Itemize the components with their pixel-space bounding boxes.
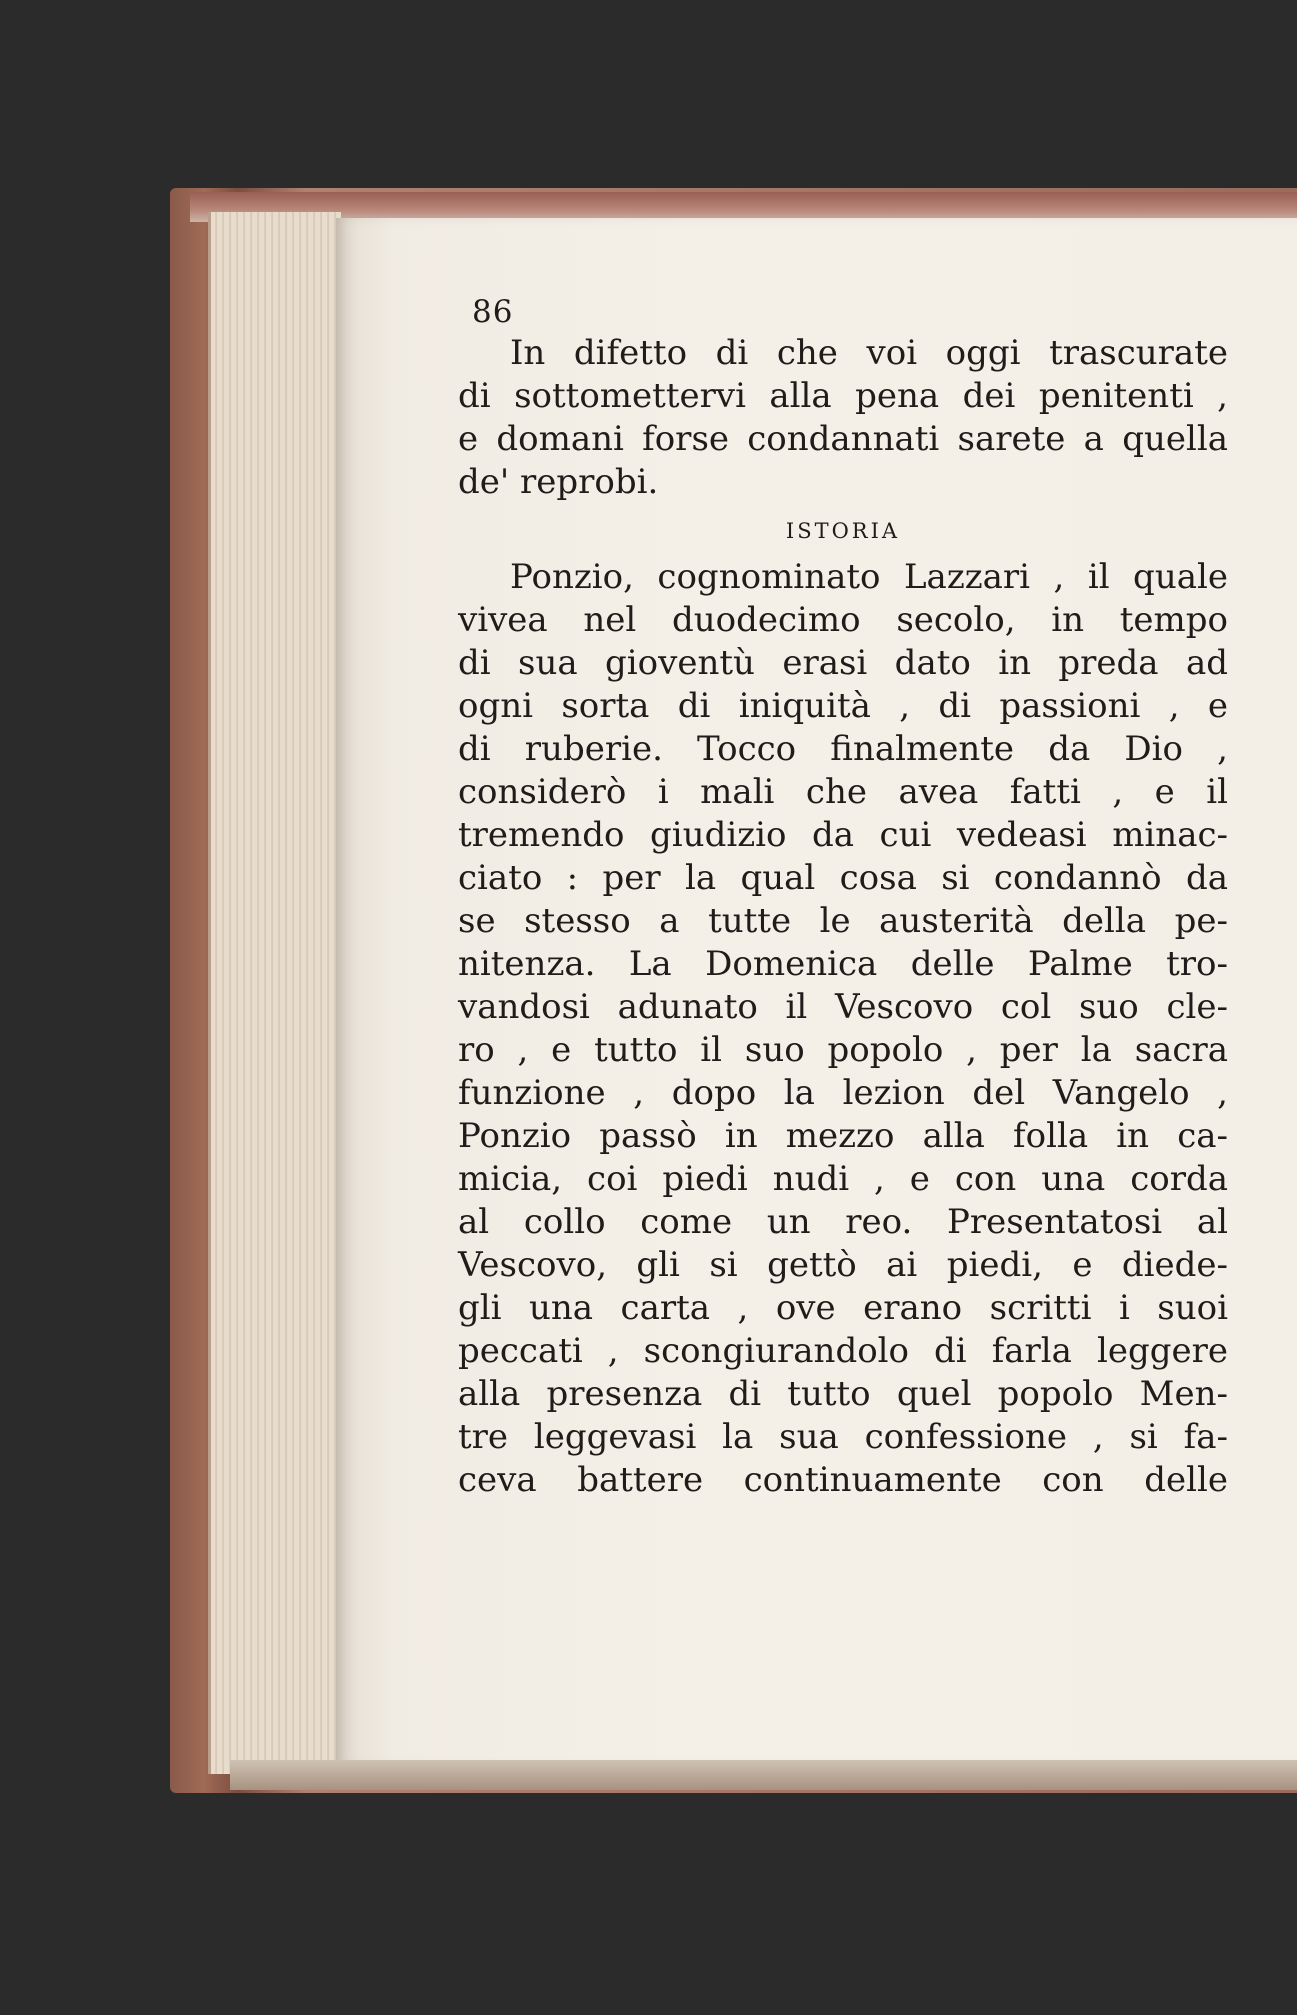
- text-line: de' reprobi.: [458, 462, 659, 502]
- page-text: [458, 292, 1228, 1502]
- text-line: micia, coi piedi nudi , e con una corda: [458, 1159, 1228, 1199]
- text-line: tre leggevasi la sua confessione , si fa-: [458, 1417, 1228, 1457]
- text-line: ogni sorta di iniquità , di passioni , e: [458, 686, 1228, 726]
- text-line: peccati , scongiurandolo di farla leggere: [458, 1331, 1228, 1371]
- text-line: alla presenza di tutto quel popolo Men-: [458, 1374, 1228, 1414]
- text-line: nitenza. La Domenica delle Palme tro-: [458, 944, 1228, 984]
- page-bottom-edge: [230, 1760, 1297, 1790]
- text-line: tremendo giudizio da cui vedeasi minac-: [458, 815, 1228, 855]
- section-heading: ISTORIA: [785, 519, 901, 543]
- text-line: Vescovo, gli si gettò ai piedi, e diede-: [458, 1245, 1228, 1285]
- text-line: di sua gioventù erasi dato in preda ad: [458, 643, 1228, 683]
- text-line: gli una carta , ove erano scritti i suoi: [458, 1288, 1228, 1328]
- text-line: funzione , dopo la lezion del Vangelo ,: [458, 1073, 1228, 1113]
- text-line: al collo come un reo. Presentatosi al: [458, 1202, 1228, 1242]
- page-edges-stack: [208, 212, 341, 1774]
- text-line: ciato : per la qual cosa si condannò da: [458, 858, 1228, 898]
- text-line: ro , e tutto il suo popolo , per la sacra: [458, 1030, 1228, 1070]
- text-line: ceva battere continuamente con delle: [458, 1460, 1228, 1500]
- text-line: di ruberie. Tocco finalmente da Dio ,: [458, 729, 1228, 769]
- text-line: Ponzio passò in mezzo alla folla in ca-: [458, 1116, 1228, 1156]
- text-line: vandosi adunato il Vescovo col suo cle-: [458, 987, 1228, 1027]
- text-line: di sottomettervi alla pena dei penitenti ,: [458, 376, 1228, 416]
- text-line: considerò i mali che avea fatti , e il: [458, 772, 1228, 812]
- text-line: Ponzio, cognominato Lazzari , il quale: [510, 557, 1228, 597]
- page-number: 86: [472, 294, 514, 330]
- text-line: e domani forse condannati sarete a quella: [458, 419, 1228, 459]
- text-line: se stesso a tutte le austerità della pe-: [458, 901, 1228, 941]
- text-line: In difetto di che voi oggi trascurate: [510, 333, 1228, 373]
- text-line: vivea nel duodecimo secolo, in tempo: [458, 600, 1228, 640]
